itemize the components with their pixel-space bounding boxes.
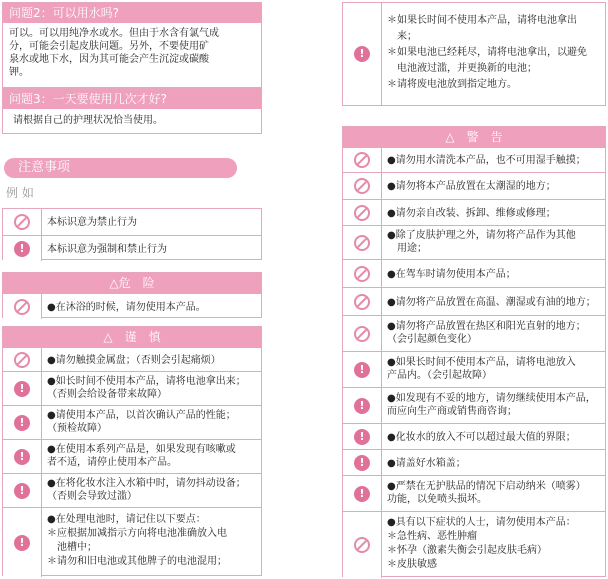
icon-cell <box>343 200 382 225</box>
row-text <box>387 516 601 572</box>
row-line: ●请盖好水箱盖； <box>387 458 466 469</box>
row-text <box>387 180 601 193</box>
must-icon <box>354 429 370 445</box>
row-line: ＊急性病、恶性肿瘤 <box>387 531 477 542</box>
must-icon <box>354 46 370 62</box>
row-text <box>387 392 601 418</box>
warning-row <box>343 475 605 511</box>
icon-cell <box>343 3 382 105</box>
danger-row <box>3 293 261 319</box>
must-icon <box>14 483 30 499</box>
icon-cell <box>343 388 382 423</box>
row-line: ●请使用本产品，以首次确认产品的性能； <box>47 410 236 421</box>
warning-row <box>343 147 605 172</box>
row-text <box>47 375 257 401</box>
row-line: ＊请将废电池放到指定地方。 <box>387 79 517 90</box>
row-text <box>387 457 601 470</box>
icon-cell <box>343 173 382 199</box>
warning-box <box>342 126 606 577</box>
icon-cell <box>343 476 382 511</box>
row-line: ●请勿用水清洗本产品，也不可用湿手触摸； <box>387 155 586 166</box>
row-text <box>387 296 601 309</box>
row-line: ●严禁在无护肤品的情况下启动纳米（喷雾） <box>387 481 586 492</box>
caution-row <box>3 371 261 405</box>
row-line: ●请勿将产品放置在热区和阳光直射的地方； <box>387 321 586 332</box>
icon-cell <box>343 226 382 259</box>
row-line: ●请勿触摸金属盘；（否则会引起痛烦） <box>47 355 221 366</box>
caution-row <box>3 405 261 439</box>
row-text <box>387 431 601 444</box>
warning-title: △ 警 告 <box>343 127 605 147</box>
row-line: ＊应根据加减指示方向将电池准确放入电 <box>47 528 227 539</box>
icon-cell <box>343 288 382 315</box>
row-line: ●请勿将本产品放置在太潮湿的地方； <box>387 181 556 192</box>
danger-title: △危 险 <box>3 273 261 293</box>
legend-row-must <box>3 235 261 261</box>
caution-title: △ 谨 慎 <box>3 327 261 347</box>
row-text <box>387 480 601 506</box>
icon-cell <box>343 352 382 387</box>
icon-cell <box>3 474 42 507</box>
prohibit-icon <box>354 294 370 310</box>
warning-row <box>343 172 605 199</box>
faq-q2-box <box>2 2 262 88</box>
row-line: ●在将化妆水注入水箱中时，请勿抖动设备； <box>47 478 246 489</box>
row-line: ●在驾车时请勿使用本产品； <box>387 269 516 280</box>
icon-cell <box>343 148 382 172</box>
row-line: 者不适，请停止使用本产品。 <box>47 457 177 468</box>
must-icon <box>354 362 370 378</box>
row-line: （会引起颜色变化） <box>387 334 477 345</box>
icon-cell <box>343 316 382 351</box>
row-text <box>387 229 601 255</box>
prohibit-icon <box>354 178 370 194</box>
icon-cell <box>343 512 382 578</box>
row-line: （否则会导致过滥） <box>47 491 137 502</box>
caution-box <box>2 326 262 576</box>
row-text <box>387 356 601 382</box>
row-text <box>47 409 257 435</box>
row-line: 来； <box>387 31 417 42</box>
row-line: ＊请勿和旧电池或其他牌子的电池混用； <box>47 556 227 567</box>
example-label: 例 如 <box>6 186 34 200</box>
row-line: ●如发现有不妥的地方，请勿继续使用本产品， <box>387 393 596 404</box>
row-text <box>47 513 257 569</box>
row-text <box>47 354 257 367</box>
prohibit-icon <box>14 352 30 368</box>
prohibit-icon <box>354 326 370 342</box>
row-text <box>387 13 601 93</box>
icon-cell <box>3 236 42 261</box>
answer-line: 分，可能会引起皮肤问题。另外，不要使用矿 <box>9 41 209 52</box>
row-text <box>387 207 601 220</box>
prohibit-icon <box>14 214 30 230</box>
legend-row-prohibit <box>3 209 261 235</box>
warning-row <box>343 387 605 423</box>
prohibit-icon <box>354 537 370 553</box>
must-icon <box>14 449 30 465</box>
caution-row <box>3 507 261 577</box>
row-line: ●如长时间不使用本产品，请将电池拿出来； <box>47 376 246 387</box>
prohibit-icon <box>354 266 370 282</box>
row-line: 而应向生产商或销售商咨询； <box>387 406 517 417</box>
icon-cell <box>3 294 42 319</box>
warning-row <box>343 449 605 475</box>
row-line: ＊如果电池已经耗尽，请将电池拿出，以避免 <box>387 47 587 58</box>
warning-row <box>343 351 605 387</box>
prohibit-icon <box>354 235 370 251</box>
legend-text: 本标识意为强制和禁止行为 <box>47 244 167 255</box>
row-text <box>47 443 257 469</box>
row-text <box>387 154 601 167</box>
icon-cell <box>3 440 42 473</box>
answer-line: 钾。 <box>9 67 29 78</box>
icon-cell <box>3 348 42 371</box>
must-icon <box>14 535 30 551</box>
must-icon <box>14 381 30 397</box>
legend-text: 本标识意为禁止行为 <box>47 217 137 228</box>
warning-row <box>343 225 605 259</box>
prohibit-icon <box>14 299 30 315</box>
legend-box <box>2 208 262 260</box>
danger-text: ●在沐浴的时候，请勿使用本产品。 <box>47 302 206 313</box>
row-line: ●具有以下症状的人士，请勿使用本产品： <box>387 517 576 528</box>
row-line: 产品内。（会引起故障） <box>387 370 492 381</box>
row-line: ＊如果长时间不使用本产品，请将电池拿出 <box>387 15 577 26</box>
row-text <box>47 477 257 503</box>
answer-line: 可以。可以用纯净水或水。但由于水含有氯气成 <box>9 28 219 39</box>
caution-row <box>3 473 261 507</box>
row-line: ●在处理电池时，请记住以下要点： <box>47 514 206 525</box>
prohibit-icon <box>354 205 370 221</box>
row-text <box>387 320 601 346</box>
row-line: 池槽中； <box>47 542 97 553</box>
answer-line: 泉水或地下水，因为其可能会产生沉淀或碳酸 <box>9 54 209 65</box>
row-line: ●在使用本系列产品是，如果发现有咳嗽或 <box>47 444 236 455</box>
caution-row <box>3 347 261 371</box>
row-line: ●请勿亲自改装、拆卸、维修或修理； <box>387 208 556 219</box>
faq-q3-answer: 请根据自己的护理状况恰当使用。 <box>13 115 163 126</box>
warning-row <box>343 423 605 449</box>
must-icon <box>14 241 30 257</box>
warning-row <box>343 199 605 225</box>
battery-continued-box <box>342 2 606 106</box>
row-line: 功能，以免喷头损坏。 <box>387 494 487 505</box>
row-line: ●化妆水的放入不可以超过最大值的界限； <box>387 432 576 443</box>
must-icon <box>354 398 370 414</box>
danger-box <box>2 272 262 318</box>
row-line: ●除了皮肤护理之外，请勿将产品作为其他 <box>387 230 576 241</box>
row-line: （否则会给设备带来故障） <box>47 389 167 400</box>
row-line: 用途； <box>387 243 427 254</box>
warning-row <box>343 287 605 315</box>
faq-q2-question: 问题2：可以用水吗? <box>3 3 261 23</box>
icon-cell <box>3 406 42 439</box>
row-text <box>387 268 601 281</box>
faq-q2-answer <box>9 27 259 79</box>
prohibit-icon <box>354 152 370 168</box>
faq-q3-box <box>2 88 262 134</box>
warning-row <box>343 259 605 287</box>
icon-cell <box>343 260 382 287</box>
notes-title: 注意事项 <box>4 158 237 178</box>
row-line: ●请勿将产品放置在高温、潮湿或有油的地方； <box>387 297 596 308</box>
row-line: ＊怀孕（激素失衡会引起皮肤毛病） <box>387 545 547 556</box>
icon-cell <box>343 424 382 449</box>
row-line: 电池液过滥，并更换新的电池； <box>387 63 537 74</box>
icon-cell <box>3 209 42 235</box>
caution-row <box>3 439 261 473</box>
icon-cell <box>3 508 42 577</box>
icon-cell <box>343 450 382 475</box>
must-icon <box>14 415 30 431</box>
warning-row <box>343 315 605 351</box>
row-line: ＊皮肤敏感 <box>387 559 437 570</box>
icon-cell <box>3 372 42 405</box>
row-line: （预检故障） <box>47 423 107 434</box>
must-icon <box>354 455 370 471</box>
faq-q3-question: 问题3：一天要使用几次才好? <box>3 89 261 109</box>
warning-row <box>343 511 605 578</box>
row-line: ●如果长时间不使用本产品，请将电池放入 <box>387 357 576 368</box>
must-icon <box>354 486 370 502</box>
